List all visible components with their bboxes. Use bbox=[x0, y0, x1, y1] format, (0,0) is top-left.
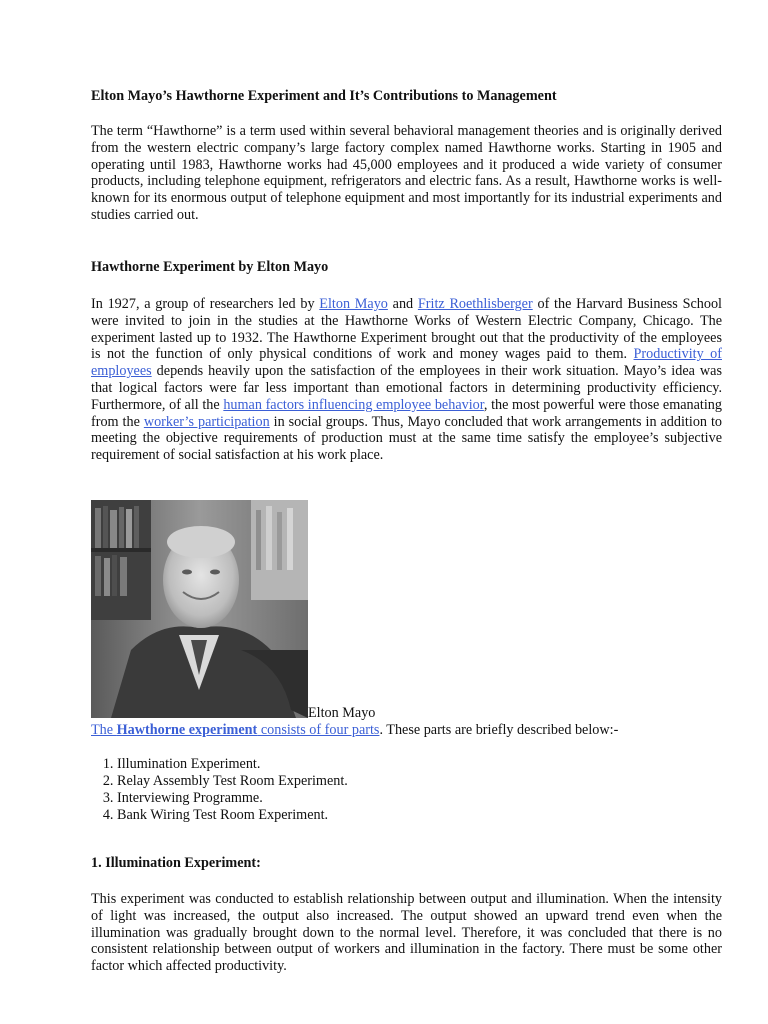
link-productivity-of-employees[interactable]: Productivity of employees bbox=[91, 346, 722, 380]
link-text-bold: Hawthorne experiment bbox=[116, 722, 258, 738]
intro-rest-text: . These parts are briefly described below:- bbox=[379, 722, 619, 738]
text-span: and bbox=[387, 296, 418, 312]
text-span: In 1927, a group of researchers led by bbox=[91, 296, 320, 312]
portrait-image bbox=[91, 500, 308, 718]
list-item: 4. Bank Wiring Test Room Experiment. bbox=[117, 807, 717, 824]
link-human-factors[interactable]: human factors influencing employee behavior bbox=[223, 396, 484, 413]
list-item: 2. Relay Assembly Test Room Experiment. bbox=[117, 773, 717, 790]
text-span: depends heavily upon the satisfaction of the employees in their work situation. Mayo’s idea was that logical factors were far less important than emotional factors in determining productivity efficiency. Furthermore, of all the bbox=[91, 363, 722, 413]
paragraph-illumination: This experiment was conducted to establish relationship between output and illumination. When the intensity of light was increased, the output also increased. The output showed an upward trend even when the illumination was gradually brought down to the normal level. Therefore, it was concluded that there is no consistent relationship between output of workers and illumination in the factory. There must be some other factor which affected productivity. bbox=[91, 891, 722, 975]
elton-mayo-photo bbox=[91, 500, 308, 718]
list-item: 1. Illumination Experiment. bbox=[117, 756, 717, 773]
text-span: of the Harvard Business School were invited to join in the studies at the Hawthorne Works of Western Electric Company, Chicago. The experiment lasted up to 1932. The Hawthorne Experiment brought out that the productivity of the employees is not the function of only physical conditions of work and money wages paid to them. bbox=[91, 296, 722, 363]
parts-intro-line bbox=[91, 722, 618, 739]
section-heading-illumination: 1. Illumination Experiment: bbox=[91, 855, 261, 871]
section-heading-hawthorne-experiment: Hawthorne Experiment by Elton Mayo bbox=[91, 259, 329, 275]
link-text: consists of four parts bbox=[257, 722, 380, 738]
link-fritz-roethlisberger[interactable]: Fritz Roethlisberger bbox=[417, 296, 533, 312]
link-workers-participation[interactable]: worker’s participation bbox=[143, 413, 270, 430]
paragraph-mayo-research bbox=[91, 296, 722, 464]
link-elton-mayo[interactable]: Elton Mayo bbox=[319, 296, 388, 312]
document-title: Elton Mayo’s Hawthorne Experiment and It’s Contributions to Management bbox=[91, 88, 557, 104]
link-text: The bbox=[91, 722, 117, 738]
link-hawthorne-experiment-parts[interactable] bbox=[91, 722, 379, 738]
text-span: , the most powerful were those emanating from the bbox=[91, 396, 722, 430]
parts-list bbox=[91, 756, 717, 824]
list-item: 3. Interviewing Programme. bbox=[117, 790, 717, 807]
photo-caption: Elton Mayo bbox=[308, 705, 376, 721]
paragraph-intro: The term “Hawthorne” is a term used within several behavioral management theories and is originally derived from the western electric company’s large factory complex named Hawthorne works. Starting in 1905 and operating until 1983, Hawthorne works had 45,000 employees and it produced a wide variety of consumer products, including telephone equipment, refrigerators and electric fans. As a result, Hawthorne works is well-known for its enormous output of telephone equipment and most importantly for its industrial experiments and studies carried out. bbox=[91, 123, 722, 223]
text-span: in social groups. Thus, Mayo concluded that work arrangements in addition to meeting the objective requirements of production must at the same time satisfy the employee’s subjective requirement of social satisfaction at his work place. bbox=[91, 413, 723, 464]
